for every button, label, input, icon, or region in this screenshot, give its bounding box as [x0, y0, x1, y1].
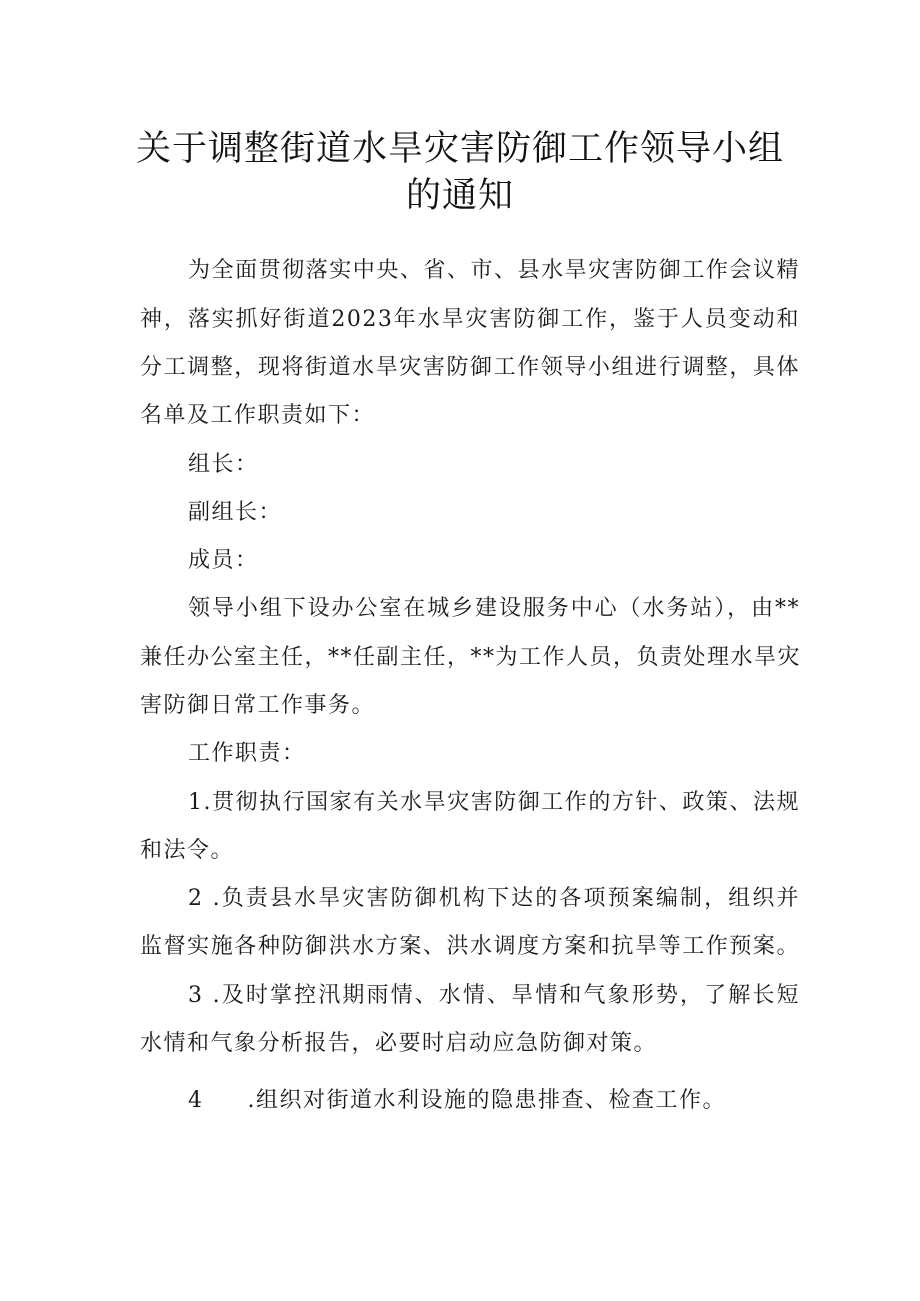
duty-4-text: .组织对街道水利设施的隐患排查、检查工作。: [247, 1088, 726, 1113]
intro-line-2: 神，落实抓好街道2023年水旱灾害防御工作，鉴于人员变动和: [140, 307, 800, 332]
deputy-leader-label: 副组长：: [188, 500, 283, 525]
members-label: 成员：: [188, 548, 259, 573]
duty-3-line-2: 水情和气象分析报告，必要时启动应急防御对策。: [140, 1031, 658, 1056]
intro-line-3: 分工调整，现将街道水旱灾害防御工作领导小组进行调整，具体: [140, 355, 800, 380]
duty-3-line-1: 3 .及时掌控汛期雨情、水情、旱情和气象形势，了解长短: [188, 983, 800, 1008]
document-title-line-2: 的通知: [405, 176, 514, 216]
duty-4-number: 4: [188, 1088, 204, 1113]
office-line-3: 害防御日常工作事务。: [140, 693, 376, 718]
office-line-2: 兼任办公室主任，**任副主任，**为工作人员，负责处理水旱灾: [140, 645, 802, 670]
duty-1-line-1: 1.贯彻执行国家有关水旱灾害防御工作的方针、政策、法规: [188, 790, 800, 815]
intro-line-4: 名单及工作职责如下：: [140, 403, 376, 428]
document-title-line-1: 关于调整街道水旱灾害防御工作领导小组: [135, 129, 784, 169]
duties-heading: 工作职责：: [188, 741, 306, 766]
duty-2-line-1: 2 .负责县水旱灾害防御机构下达的各项预案编制，组织并: [188, 886, 800, 911]
leader-label: 组长：: [188, 452, 259, 477]
office-line-1: 领导小组下设办公室在城乡建设服务中心（水务站），由**: [188, 596, 800, 621]
duty-2-line-2: 监督实施各种防御洪水方案、洪水调度方案和抗旱等工作预案。: [140, 934, 800, 959]
duty-4-line: [188, 1086, 800, 1116]
intro-line-1: 为全面贯彻落实中央、省、市、县水旱灾害防御工作会议精: [188, 258, 800, 283]
duty-1-line-2: 和法令。: [140, 838, 235, 863]
